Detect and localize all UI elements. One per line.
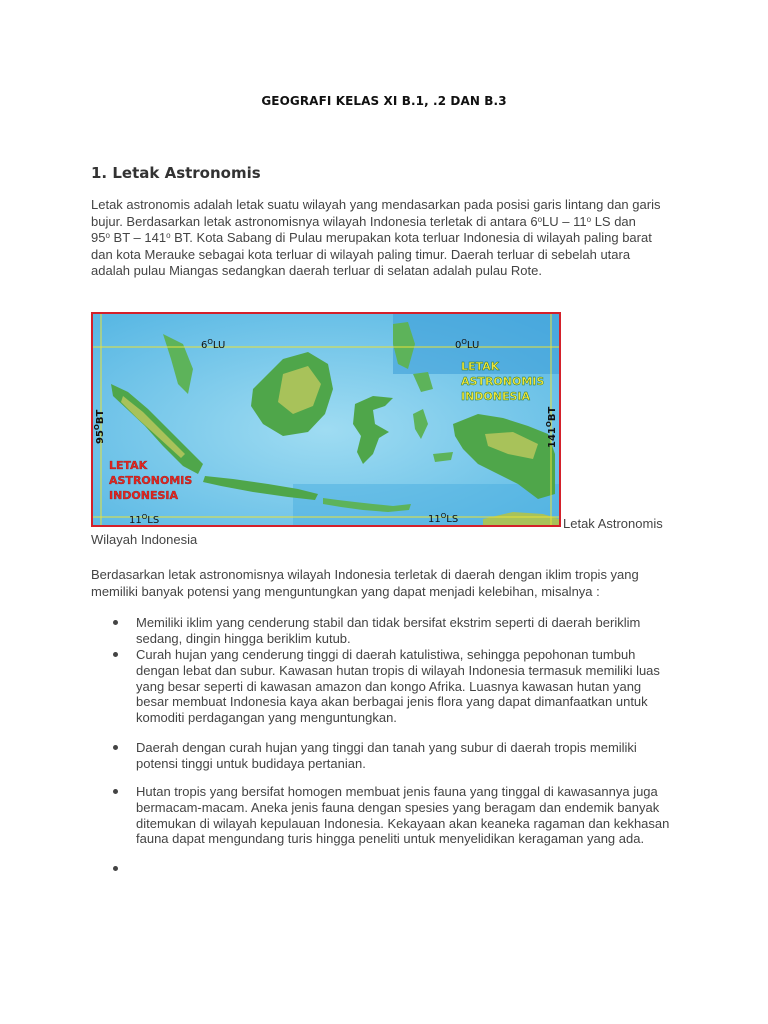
bullet-line: dengan lebat dan subur. Kawasan hutan tropis di wilayah Indonesia termasuk memiliki luas (136, 662, 660, 678)
bullet-marker (113, 789, 118, 794)
svg-text:95OBT: $95^OBT$ (93, 409, 106, 444)
bullet-item (136, 647, 681, 726)
label-141bt (545, 407, 558, 448)
text-span: BT. Kota Sabang di Pulau merupakan kota terluar Indonesia di wilayah paling barat (170, 230, 652, 246)
paragraph-line: dan kota Merauke sebagai kota terluar di wilayah paling timur. Daerah terluar di sebelah utara (91, 246, 631, 262)
bullet-line: potensi tinggi untuk budidaya pertanian. (136, 755, 366, 771)
bullet-line: fauna dapat mengundang turis hingga peneliti untuk menyelidikan keragaman yang ada. (136, 831, 645, 847)
figure-caption: Letak Astronomis (563, 516, 663, 531)
label-6lu-left: $6^OLU$ (201, 338, 226, 351)
paragraph-line (91, 230, 681, 247)
svg-text:INDONESIA: INDONESIA (461, 390, 531, 403)
bullet-item (136, 615, 681, 647)
paragraph-astronomis (91, 197, 681, 280)
bullet-line: ditemukan di wilayah kepulauan Indonesia. Kekayaan akan keaneka ragaman dan kekhasan (136, 815, 670, 831)
bullet-line: Hutan tropis yang bersifat homogen membuat jenis fauna yang tinggal di kawasannya juga (136, 784, 658, 799)
bullet-line: komoditi perdagangan yang menguntungkan. (136, 710, 397, 726)
degree-sign: o (166, 231, 171, 241)
svg-text:LETAK: LETAK (109, 459, 148, 472)
text-span: LU – 11 (542, 213, 587, 229)
paragraph-iklim (91, 567, 681, 600)
paragraph-line: adalah pulau Miangas sedangkan daerah terluar di selatan adalah pulau Rote. (91, 263, 542, 279)
label-11ls: $11^OLS$ (129, 513, 160, 525)
text-span: 95 (91, 230, 106, 246)
bullet-line: bermacam-macam. Aneka jenis fauna dengan spesies yang beragam dan endemik banyak (136, 799, 660, 815)
label-6lu-right: $0^OLU$ (455, 338, 480, 351)
bullet-marker (113, 620, 118, 625)
degree-sign: o (105, 231, 110, 241)
svg-text:LETAK: LETAK (461, 360, 500, 373)
bullet-marker (113, 745, 118, 750)
text-span: LS dan (591, 213, 636, 229)
svg-text:INDONESIA: INDONESIA (109, 489, 179, 502)
paragraph-line: Berdasarkan letak astronomisnya wilayah Indonesia terletak di daerah dengan iklim tropis yang (91, 567, 639, 582)
figure-caption-continued: Wilayah Indonesia (91, 532, 198, 547)
bullet-item (136, 784, 681, 847)
bullet-item (136, 740, 681, 772)
degree-sign: o (586, 214, 592, 224)
paragraph-line (91, 214, 681, 231)
degree-sign: o (537, 214, 543, 224)
svg-text:141OBT: $141^OBT$ (545, 406, 558, 448)
bullet-line: Memiliki iklim yang cenderung stabil dan tidak bersifat ekstrim seperti di daerah beriklim (136, 615, 641, 630)
text-span: BT – 141 (109, 230, 167, 246)
text-span: bujur. Berdasarkan letak astronomisnya wilayah Indonesia terletak di antara 6 (91, 213, 538, 229)
bullet-line: sedang, dingin hingga beriklim kutub. (136, 630, 351, 646)
paragraph-line: memiliki banyak potensi yang menguntungkan yang dapat menjadi kelebihan, misalnya : (91, 583, 600, 599)
bullet-line: Curah hujan yang cenderung tinggi di daerah katulistiwa, sehingga pepohonan tumbuh (136, 647, 636, 662)
bullet-marker-empty (113, 866, 118, 871)
bullet-line: besar membuat Indonesia kaya akan berbagai jenis flora yang dapat dimanfaatkan untuk (136, 694, 648, 710)
bullet-marker (113, 652, 118, 657)
indonesia-map (93, 314, 559, 525)
bullet-line: Daerah dengan curah hujan yang tinggi dan tanah yang subur di daerah tropis memiliki (136, 740, 637, 755)
label-11lu: $11^OLS$ (428, 512, 459, 525)
svg-text:ASTRONOMIS: ASTRONOMIS (461, 375, 545, 388)
svg-text:ASTRONOMIS: ASTRONOMIS (109, 474, 193, 487)
section-heading: 1. Letak Astronomis (91, 164, 261, 182)
bullet-line: yang besar seperti di kawasan amazon dan kongo Afrika. Luasnya kawasan hutan yang (136, 678, 642, 694)
paragraph-line: Letak astronomis adalah letak suatu wilayah yang mendasarkan pada posisi garis lintang dan garis (91, 197, 661, 212)
document-title: GEOGRAFI KELAS XI B.1, .2 DAN B.3 (261, 94, 507, 108)
indonesia-map-figure (91, 312, 561, 527)
